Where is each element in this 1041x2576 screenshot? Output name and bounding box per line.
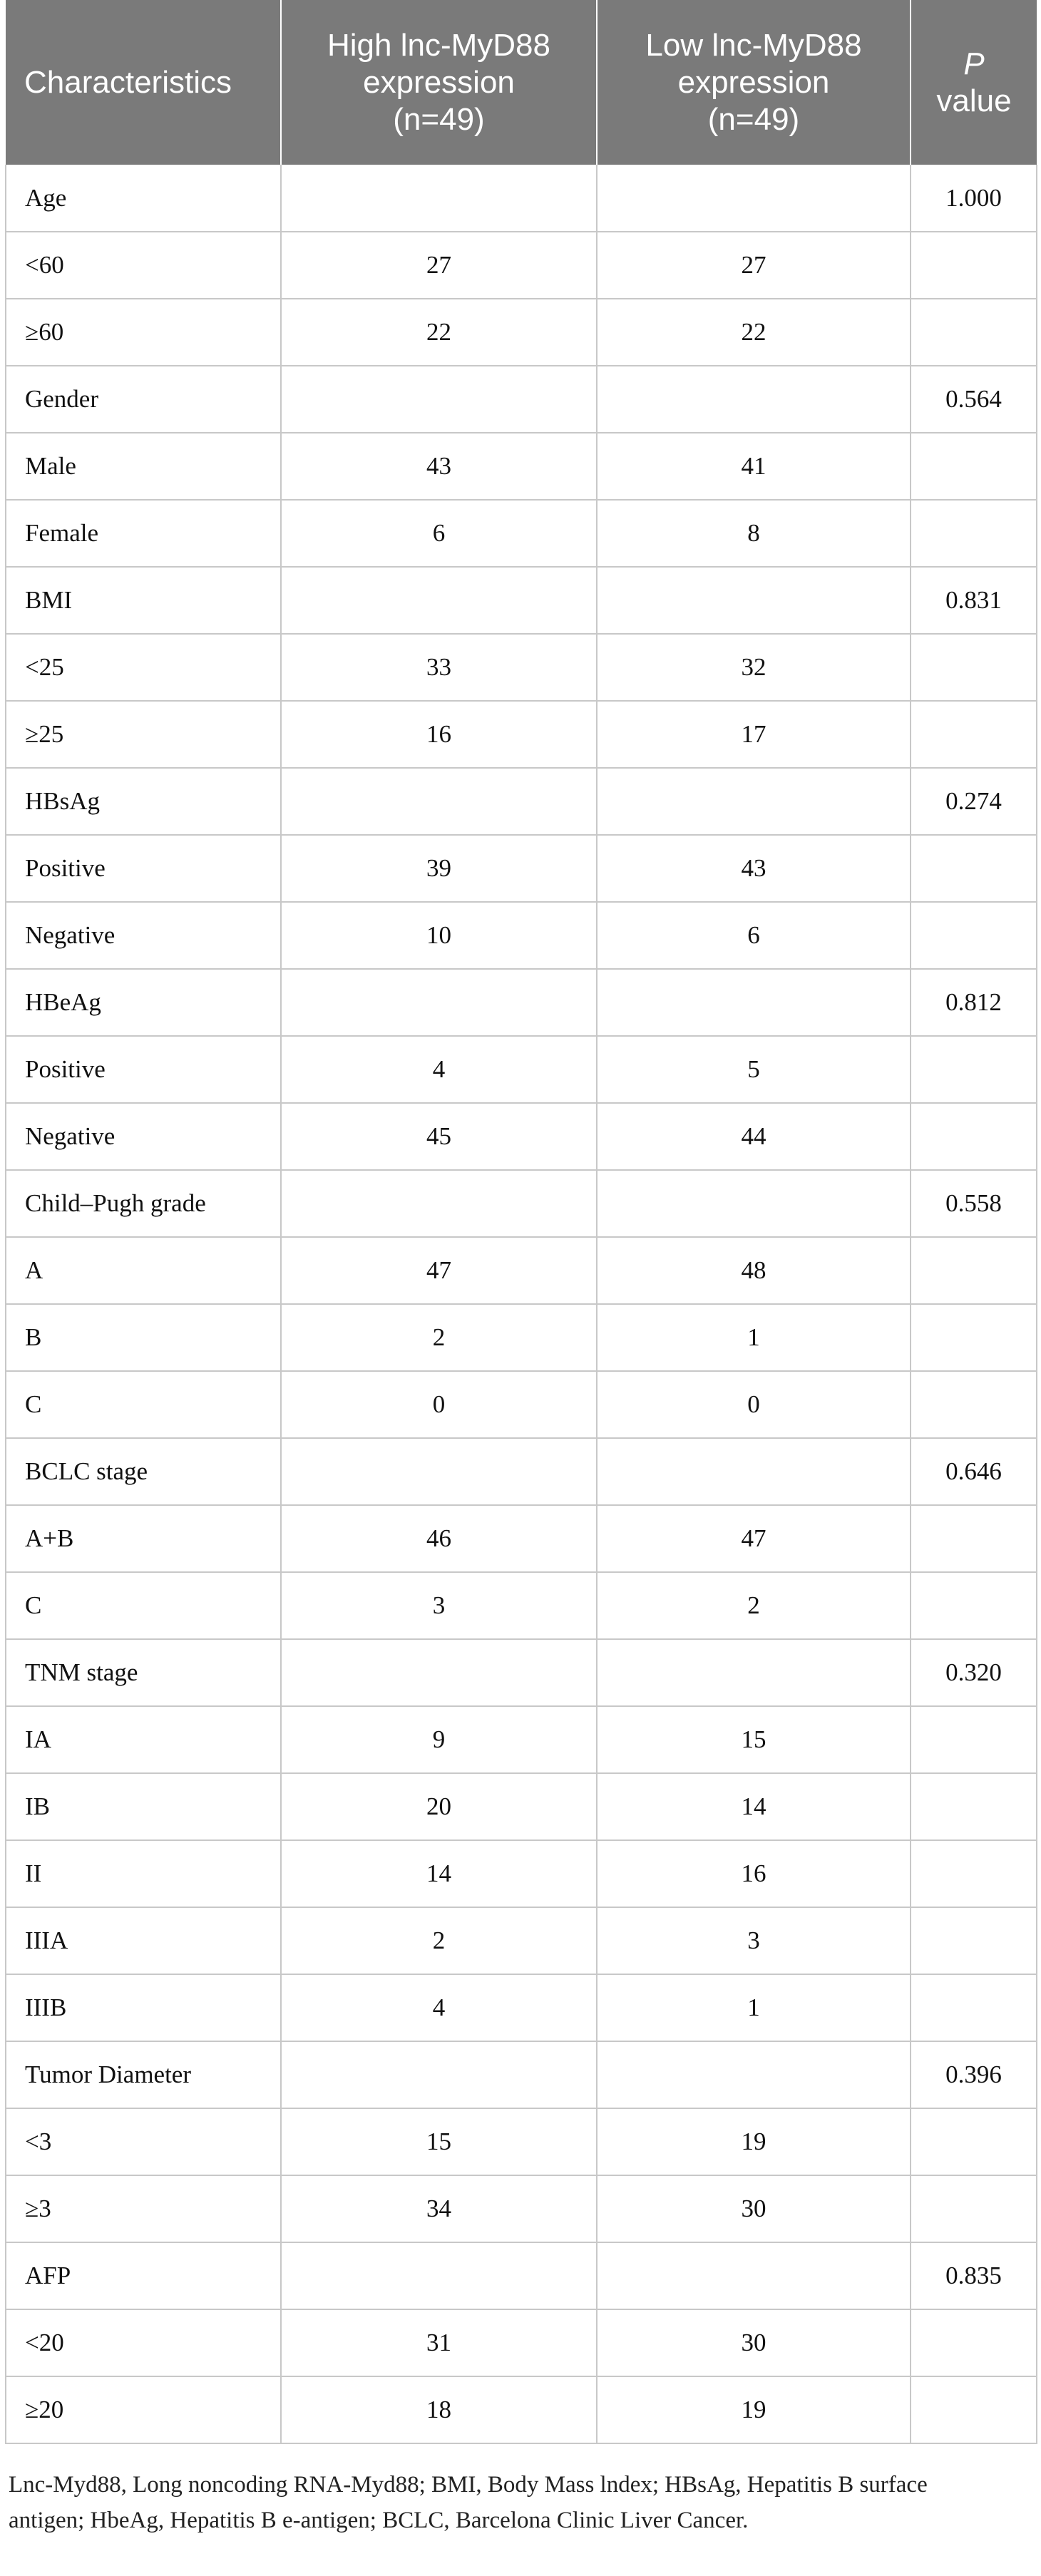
cell-low-count: 22 [597, 299, 911, 366]
cell-high-count: 33 [281, 634, 597, 701]
header-row [6, 0, 1037, 165]
cell-high-count: 9 [281, 1706, 597, 1773]
table-row [6, 1438, 1037, 1505]
cell-characteristic: IB [6, 1773, 281, 1840]
cell-low-count: 5 [597, 1036, 911, 1103]
table-row [6, 1639, 1037, 1706]
table-row [6, 299, 1037, 366]
cell-characteristic: A [6, 1237, 281, 1304]
cell-p-value [911, 634, 1037, 701]
header-high-expression: High lnc-MyD88 expression (n=49) [281, 0, 597, 165]
cell-characteristic: Positive [6, 835, 281, 902]
table-row [6, 768, 1037, 835]
cell-low-count: 19 [597, 2108, 911, 2175]
cell-low-count: 1 [597, 1304, 911, 1371]
cell-low-count: 48 [597, 1237, 911, 1304]
cell-high-count [281, 1438, 597, 1505]
cell-high-count: 45 [281, 1103, 597, 1170]
cell-high-count: 46 [281, 1505, 597, 1572]
cell-high-count: 0 [281, 1371, 597, 1438]
cell-low-count [597, 165, 911, 232]
cell-high-count [281, 2041, 597, 2108]
cell-p-value: 0.835 [911, 2242, 1037, 2309]
header-characteristics: Characteristics [6, 0, 281, 165]
cell-low-count: 41 [597, 433, 911, 500]
cell-p-value [911, 902, 1037, 969]
table-footnote [9, 2467, 1035, 2538]
cell-p-value [911, 1505, 1037, 1572]
table-header [6, 0, 1037, 165]
cell-characteristic: Female [6, 500, 281, 567]
footnote-line: antigen; HbeAg, Hepatitis B e-antigen; BCLC, Barcelona Clinic Liver Cancer. [9, 2508, 749, 2533]
cell-high-count [281, 567, 597, 634]
table-row [6, 1773, 1037, 1840]
table-row [6, 1706, 1037, 1773]
footnote-line: Lnc-Myd88, Long noncoding RNA-Myd88; BMI, Body Mass lndex; HBsAg, Hepatitis B surface [9, 2472, 928, 2498]
table-row [6, 567, 1037, 634]
cell-p-value [911, 2175, 1037, 2242]
cell-low-count [597, 1639, 911, 1706]
cell-characteristic: Gender [6, 366, 281, 433]
cell-high-count: 10 [281, 902, 597, 969]
cell-high-count: 15 [281, 2108, 597, 2175]
cell-high-count [281, 768, 597, 835]
cell-high-count: 47 [281, 1237, 597, 1304]
cell-low-count: 6 [597, 902, 911, 969]
cell-p-value [911, 433, 1037, 500]
cell-p-value: 1.000 [911, 165, 1037, 232]
cell-p-value: 0.396 [911, 2041, 1037, 2108]
table-row [6, 1907, 1037, 1974]
cell-characteristic: ≥20 [6, 2376, 281, 2443]
cell-p-value [911, 1706, 1037, 1773]
cell-low-count [597, 1438, 911, 1505]
cell-characteristic: Negative [6, 1103, 281, 1170]
cell-p-value: 0.812 [911, 969, 1037, 1036]
cell-p-value [911, 1974, 1037, 2041]
cell-p-value [911, 1371, 1037, 1438]
cell-p-value: 0.564 [911, 366, 1037, 433]
cell-low-count: 32 [597, 634, 911, 701]
cell-low-count [597, 768, 911, 835]
cell-low-count: 3 [597, 1907, 911, 1974]
cell-characteristic: HBeAg [6, 969, 281, 1036]
cell-high-count: 2 [281, 1907, 597, 1974]
cell-characteristic: HBsAg [6, 768, 281, 835]
cell-p-value [911, 2309, 1037, 2376]
cell-low-count: 0 [597, 1371, 911, 1438]
header-low-expression: Low lnc-MyD88 expression (n=49) [597, 0, 911, 165]
cell-characteristic: ≥3 [6, 2175, 281, 2242]
cell-low-count: 17 [597, 701, 911, 768]
cell-p-value [911, 1907, 1037, 1974]
cell-p-value: 0.558 [911, 1170, 1037, 1237]
cell-characteristic: BMI [6, 567, 281, 634]
cell-low-count: 14 [597, 1773, 911, 1840]
cell-low-count: 15 [597, 1706, 911, 1773]
table-row [6, 1103, 1037, 1170]
header-p-value: P value [911, 0, 1037, 165]
table-row [6, 1974, 1037, 2041]
cell-high-count: 2 [281, 1304, 597, 1371]
cell-p-value [911, 2376, 1037, 2443]
cell-p-value [911, 232, 1037, 299]
cell-characteristic: Age [6, 165, 281, 232]
cell-high-count [281, 1639, 597, 1706]
cell-p-value [911, 1840, 1037, 1907]
cell-high-count [281, 366, 597, 433]
cell-high-count: 20 [281, 1773, 597, 1840]
cell-low-count: 30 [597, 2175, 911, 2242]
table-row [6, 2242, 1037, 2309]
cell-low-count: 1 [597, 1974, 911, 2041]
cell-characteristic: <3 [6, 2108, 281, 2175]
cell-high-count [281, 165, 597, 232]
cell-high-count: 39 [281, 835, 597, 902]
cell-characteristic: <20 [6, 2309, 281, 2376]
cell-characteristic: II [6, 1840, 281, 1907]
cell-p-value [911, 1572, 1037, 1639]
table-row [6, 2175, 1037, 2242]
cell-low-count: 30 [597, 2309, 911, 2376]
cell-low-count [597, 567, 911, 634]
cell-characteristic: Negative [6, 902, 281, 969]
cell-characteristic: Tumor Diameter [6, 2041, 281, 2108]
cell-characteristic: TNM stage [6, 1639, 281, 1706]
cell-high-count: 4 [281, 1974, 597, 2041]
cell-characteristic: ≥60 [6, 299, 281, 366]
table-row [6, 165, 1037, 232]
cell-low-count: 8 [597, 500, 911, 567]
cell-characteristic: A+B [6, 1505, 281, 1572]
cell-low-count: 44 [597, 1103, 911, 1170]
table-row [6, 2108, 1037, 2175]
cell-characteristic: <60 [6, 232, 281, 299]
cell-high-count [281, 1170, 597, 1237]
cell-characteristic: C [6, 1371, 281, 1438]
cell-high-count: 43 [281, 433, 597, 500]
cell-p-value: 0.320 [911, 1639, 1037, 1706]
cell-characteristic: Child–Pugh grade [6, 1170, 281, 1237]
table-row [6, 701, 1037, 768]
cell-p-value [911, 1237, 1037, 1304]
cell-characteristic: IIIB [6, 1974, 281, 2041]
cell-p-value [911, 1103, 1037, 1170]
cell-high-count: 31 [281, 2309, 597, 2376]
cell-low-count [597, 2041, 911, 2108]
cell-high-count: 22 [281, 299, 597, 366]
cell-characteristic: B [6, 1304, 281, 1371]
cell-high-count: 34 [281, 2175, 597, 2242]
table-row [6, 2309, 1037, 2376]
cell-high-count: 27 [281, 232, 597, 299]
cell-p-value: 0.274 [911, 768, 1037, 835]
cell-low-count: 2 [597, 1572, 911, 1639]
characteristics-table [5, 0, 1037, 2444]
cell-characteristic: AFP [6, 2242, 281, 2309]
cell-high-count: 14 [281, 1840, 597, 1907]
cell-low-count [597, 2242, 911, 2309]
table-row [6, 1371, 1037, 1438]
table-row [6, 1572, 1037, 1639]
characteristics-table-container [5, 0, 1036, 2444]
table-row [6, 1237, 1037, 1304]
table-row [6, 2376, 1037, 2443]
table-row [6, 634, 1037, 701]
cell-characteristic: Positive [6, 1036, 281, 1103]
cell-p-value [911, 1036, 1037, 1103]
cell-p-value [911, 299, 1037, 366]
table-row [6, 232, 1037, 299]
cell-low-count: 16 [597, 1840, 911, 1907]
cell-characteristic: <25 [6, 634, 281, 701]
table-row [6, 1036, 1037, 1103]
table-body [6, 165, 1037, 2443]
cell-p-value [911, 1773, 1037, 1840]
cell-high-count: 6 [281, 500, 597, 567]
table-row [6, 1840, 1037, 1907]
cell-characteristic: BCLC stage [6, 1438, 281, 1505]
table-row [6, 433, 1037, 500]
cell-low-count [597, 1170, 911, 1237]
cell-p-value [911, 2108, 1037, 2175]
cell-low-count [597, 969, 911, 1036]
cell-characteristic: Male [6, 433, 281, 500]
table-row [6, 1505, 1037, 1572]
cell-high-count [281, 969, 597, 1036]
table-row [6, 1304, 1037, 1371]
cell-p-value [911, 500, 1037, 567]
cell-p-value [911, 701, 1037, 768]
cell-low-count: 43 [597, 835, 911, 902]
cell-characteristic: IA [6, 1706, 281, 1773]
table-row [6, 902, 1037, 969]
table-row [6, 500, 1037, 567]
cell-characteristic: IIIA [6, 1907, 281, 1974]
cell-p-value [911, 835, 1037, 902]
table-row [6, 969, 1037, 1036]
cell-p-value: 0.646 [911, 1438, 1037, 1505]
table-row [6, 2041, 1037, 2108]
cell-high-count: 3 [281, 1572, 597, 1639]
cell-low-count [597, 366, 911, 433]
cell-high-count: 16 [281, 701, 597, 768]
table-row [6, 1170, 1037, 1237]
cell-characteristic: ≥25 [6, 701, 281, 768]
cell-high-count: 4 [281, 1036, 597, 1103]
table-row [6, 366, 1037, 433]
cell-p-value: 0.831 [911, 567, 1037, 634]
cell-high-count [281, 2242, 597, 2309]
cell-low-count: 47 [597, 1505, 911, 1572]
cell-low-count: 19 [597, 2376, 911, 2443]
cell-p-value [911, 1304, 1037, 1371]
cell-high-count: 18 [281, 2376, 597, 2443]
cell-characteristic: C [6, 1572, 281, 1639]
cell-low-count: 27 [597, 232, 911, 299]
table-row [6, 835, 1037, 902]
